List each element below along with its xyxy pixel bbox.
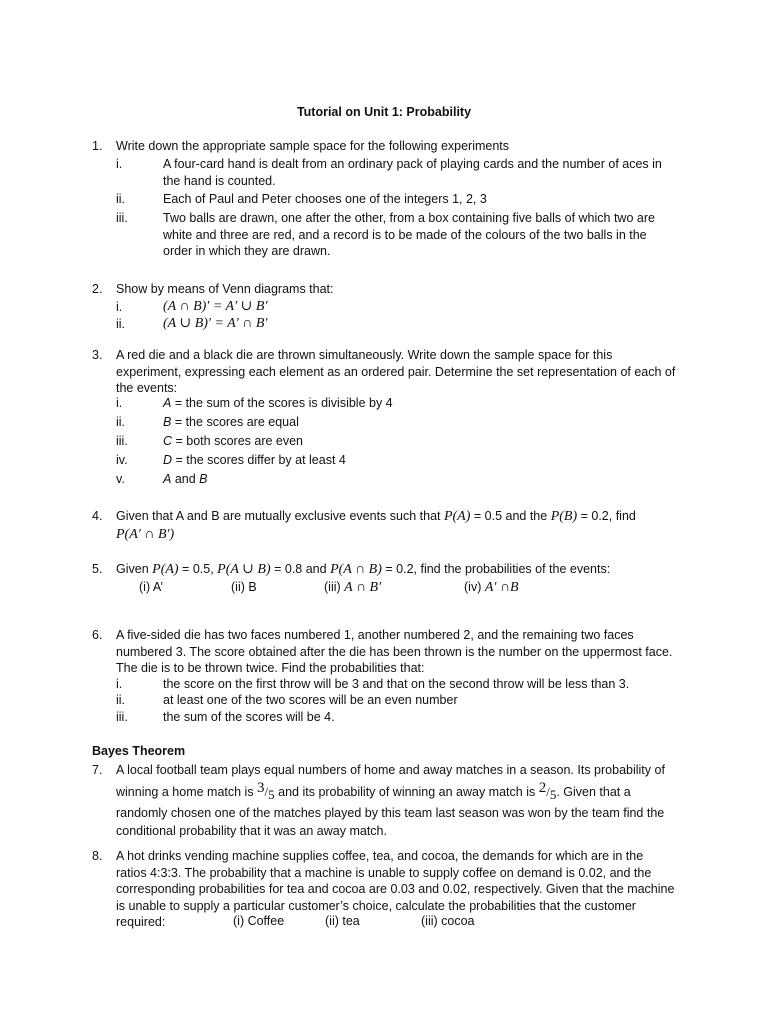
item-number: i. [116, 396, 123, 410]
q8-option-cocoa: (iii) cocoa [421, 914, 475, 928]
question-text: Given that A and B are mutually exclusive events such that [116, 509, 444, 523]
item-text: = the scores are equal [171, 415, 299, 429]
q5-option-iii [324, 579, 381, 596]
question-text: = 0.2, find [577, 509, 636, 523]
math-expression: P(A) [152, 562, 179, 577]
question-6 [92, 627, 676, 677]
question-text: = 0.8 and [270, 562, 331, 576]
q5-option-ii: (ii) B [231, 580, 257, 594]
item-number: iii. [116, 710, 128, 724]
item-number: v. [116, 472, 125, 486]
question-5 [92, 561, 676, 579]
question-text: = 0.2, find the probabilities of the events: [381, 562, 611, 576]
question-text: A red die and a black die are thrown simultaneously. Write down the sample space for this experiment, expressing each element as an ordered pair. Determine the set representation of each of the events: [116, 348, 676, 395]
question-text: A five-sided die has two faces numbered 1, another numbered 2, and the remaining two faces numbered 3. The score obtained after the die has been thrown is the number on the uppermost face. The die is to be thrown twice. Find the probabilities that: [116, 628, 673, 675]
question-1 [92, 138, 676, 155]
math-expression: P(A′ ∩ B′) [116, 526, 175, 542]
event-variable: C [163, 434, 173, 448]
math-expression: (A ∩ B)′ = A′ ∪ B′ [163, 299, 268, 314]
item-number: iv. [116, 453, 128, 467]
question-number: 8. [92, 849, 103, 863]
question-text: . Given that a randomly chosen one of the matches played by this team last season was won by the team find the conditional probability that it was an away match. [116, 785, 665, 838]
q8-option-coffee: (i) Coffee [233, 914, 285, 928]
item-number: i. [116, 300, 123, 314]
item-number: ii. [116, 317, 126, 331]
item-text: the score on the first throw will be 3 and that on the second throw will be less than 3. [163, 677, 630, 691]
math-expression: P(B) [550, 509, 578, 524]
option-label: (iv) [464, 580, 485, 594]
question-2 [92, 281, 676, 298]
item-number: ii. [116, 415, 126, 429]
item-text: A four-card hand is dealt from an ordinary pack of playing cards and the number of aces in the hand is counted. [163, 157, 662, 188]
question-text: Given [116, 562, 153, 576]
question-number: 5. [92, 562, 103, 576]
question-number: 7. [92, 763, 103, 777]
page-title: Tutorial on Unit 1: Probability [296, 105, 472, 119]
fraction-three-fifths: $^3/_5$ [257, 780, 275, 802]
item-text: = both scores are even [172, 434, 304, 448]
question-number: 6. [92, 628, 103, 642]
question-3 [92, 347, 676, 397]
item-text: at least one of the two scores will be an even number [163, 693, 458, 707]
item-text: and [171, 472, 200, 486]
event-variable: A [163, 472, 172, 486]
fraction-two-fifths: $^2/_5$ [538, 780, 557, 802]
question-text: A hot drinks vending machine supplies coffee, tea, and cocoa, the demands for which are in the ratios 4:3:3. The probability that a machine is unable to supply coffee on demand is 0.02, and the corresponding probabilities for tea and cocoa are 0.03 and 0.02, respectively. Given that the machine is unable to supply a particular customer’s choice, calculate the probabilities that the customer required: [116, 849, 675, 929]
question-7 [92, 761, 676, 840]
question-text: Show by means of Venn diagrams that: [116, 282, 334, 296]
question-number: 4. [92, 509, 103, 523]
option-label: (iii) [324, 580, 345, 594]
item-text: Two balls are drawn, one after the other, from a box containing five balls of which two are white and three are red, and a record is to be made of the colours of the two balls in the order in which they are drawn. [163, 211, 655, 258]
question-text: Write down the appropriate sample space for the following experiments [116, 139, 510, 153]
item-text: the sum of the scores will be 4. [163, 710, 335, 724]
math-expression: A′ ∩B [484, 580, 519, 595]
item-number: i. [116, 157, 123, 171]
item-number: ii. [116, 693, 126, 707]
item-number: iii. [116, 211, 128, 225]
item-text: Each of Paul and Peter chooses one of the integers 1, 2, 3 [163, 192, 487, 206]
event-variable: D [163, 453, 173, 467]
fraction-numerator: 2 [538, 780, 547, 796]
math-expression: (A ∪ B)′ = A′ ∩ B′ [163, 316, 268, 331]
q5-option-iv [464, 579, 519, 596]
math-expression: P(A ∪ B) [217, 562, 271, 577]
item-text: = the scores differ by at least 4 [172, 453, 346, 467]
event-variable: B [199, 472, 208, 486]
fraction-numerator: 3 [257, 780, 265, 796]
fraction-denominator: 5 [549, 787, 557, 802]
question-number: 3. [92, 348, 103, 362]
q5-option-i: (i) A’ [139, 580, 164, 594]
math-expression: P(A ∩ B) [330, 562, 382, 577]
item-number: ii. [116, 192, 126, 206]
question-text: and its probability of winning an away match is [274, 785, 539, 799]
q8-option-tea: (ii) tea [325, 914, 360, 928]
question-text: = 0.5 and the [470, 509, 551, 523]
question-number: 1. [92, 139, 103, 153]
item-text: = the sum of the scores is divisible by 4 [171, 396, 393, 410]
question-number: 2. [92, 282, 103, 296]
item-number: iii. [116, 434, 128, 448]
question-text: A local football team plays equal numbers of home and away matches in a season. Its probability of winning a home match is [116, 763, 665, 799]
fraction-denominator: 5 [268, 787, 275, 802]
math-expression: A ∩ B′ [344, 580, 382, 595]
math-expression: P(A) [443, 509, 471, 524]
item-number: i. [116, 677, 123, 691]
question-8 [92, 848, 676, 931]
question-text: = 0.5, [178, 562, 218, 576]
section-heading-bayes: Bayes Theorem [92, 744, 186, 758]
event-variable: B [163, 415, 172, 429]
event-variable: A [163, 396, 172, 410]
question-4 [92, 508, 676, 543]
